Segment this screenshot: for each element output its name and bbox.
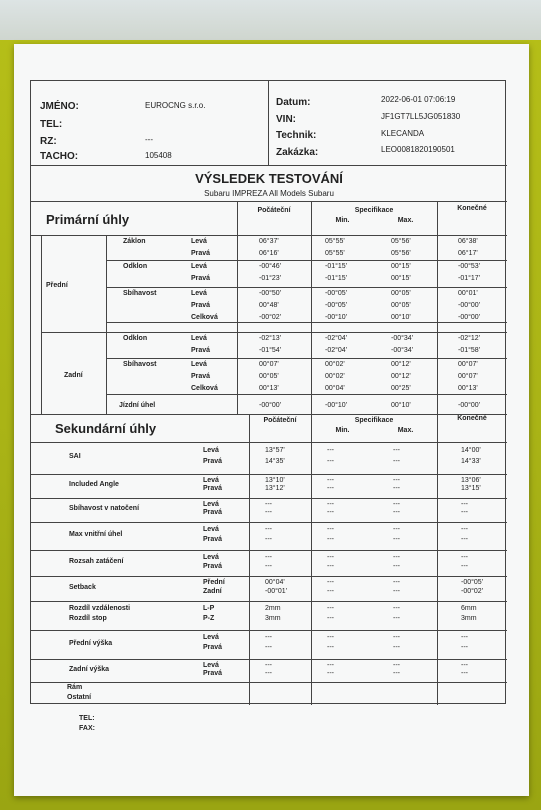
date-value: 2022-06-01 07:06:19 bbox=[381, 95, 456, 104]
row-side-label: Pravá bbox=[191, 373, 211, 380]
f-value-2: --- bbox=[461, 562, 468, 570]
report-title: VÝSLEDEK TESTOVÁNÍ bbox=[195, 171, 343, 186]
initial-value: -01°54' bbox=[259, 347, 282, 354]
col-spec-2: Specifikace bbox=[354, 417, 394, 424]
i-value-1: --- bbox=[265, 634, 272, 642]
mx-value-1: --- bbox=[393, 634, 400, 642]
final-value: -00°53' bbox=[458, 263, 481, 270]
f-value-1: --- bbox=[461, 634, 468, 642]
mx-value-2: --- bbox=[393, 615, 400, 623]
spec-max-value: 00°25' bbox=[391, 385, 411, 392]
tel-label: TEL: bbox=[40, 119, 63, 130]
i-value-2: 13°12' bbox=[265, 485, 285, 493]
mx-value-1: --- bbox=[393, 447, 400, 454]
i-value-2: 14°35' bbox=[265, 458, 285, 466]
mn-value-2: --- bbox=[327, 588, 334, 595]
col-max: Max. bbox=[397, 217, 414, 224]
secondary-row-label: Sbíhavost v natočení bbox=[69, 505, 140, 512]
final-value: 00°07' bbox=[458, 373, 478, 380]
date-label: Datum: bbox=[276, 97, 311, 108]
i-value-2: 3mm bbox=[265, 615, 281, 623]
i-value-1: 00°04' bbox=[265, 579, 285, 587]
spec-max-value: 00°12' bbox=[391, 361, 411, 368]
mn-value-2: --- bbox=[327, 458, 334, 466]
i-value-1: --- bbox=[265, 526, 272, 533]
tacho-label: TACHO: bbox=[40, 151, 79, 162]
col-min-2: Min. bbox=[335, 427, 350, 434]
row-side-label: Levá bbox=[191, 238, 207, 245]
mx-value-1: --- bbox=[393, 661, 400, 669]
mn-value-2: --- bbox=[327, 509, 334, 517]
col-spec: Specifikace bbox=[354, 207, 394, 214]
f-value-1: --- bbox=[461, 661, 468, 669]
row-side-label: Celková bbox=[191, 385, 218, 392]
mn-value-1: --- bbox=[327, 661, 334, 669]
mx-value-1: --- bbox=[393, 477, 400, 484]
row-group-label: Sbíhavost bbox=[123, 361, 157, 368]
divider bbox=[31, 498, 507, 499]
divider bbox=[31, 550, 507, 551]
f-value-2: --- bbox=[461, 509, 468, 517]
spec-max-value: 05°56' bbox=[391, 238, 411, 245]
mn-value-2: --- bbox=[327, 485, 334, 493]
final-value: -01°58' bbox=[458, 347, 481, 354]
mx-value-1: --- bbox=[393, 526, 400, 533]
divider bbox=[31, 659, 507, 660]
mn-value-1: --- bbox=[327, 477, 334, 484]
front-axle-label: Přední bbox=[46, 282, 68, 289]
f-value-2: 14°33' bbox=[461, 458, 481, 466]
f-value-2: --- bbox=[461, 644, 468, 652]
f-value-2: --- bbox=[461, 669, 468, 677]
col-max-2: Max. bbox=[397, 427, 414, 434]
spec-min-value: 05°55' bbox=[325, 238, 345, 245]
mn-value-1: --- bbox=[327, 447, 334, 454]
f-value-2: --- bbox=[461, 535, 468, 543]
mn-value-1: --- bbox=[327, 634, 334, 642]
side-label-1: L-P bbox=[203, 605, 215, 613]
initial-value: -01°23' bbox=[259, 275, 282, 282]
row-side-label: Celková bbox=[191, 314, 218, 321]
side-label-1: Přední bbox=[203, 579, 225, 587]
spec-max-value: -00°34' bbox=[391, 347, 414, 354]
divider bbox=[106, 358, 507, 359]
footer-tel: TEL: bbox=[79, 715, 95, 722]
initial-value: -02°13' bbox=[259, 335, 282, 342]
final-value: -00°00' bbox=[458, 314, 481, 321]
spec-min-value: -00°05' bbox=[325, 302, 348, 309]
secondary-row-label: Max vnitřní úhel bbox=[69, 531, 123, 538]
row-side-label: Levá bbox=[191, 361, 207, 368]
row-side-label: Levá bbox=[191, 335, 207, 342]
divider bbox=[31, 474, 507, 475]
vin-label: VIN: bbox=[276, 114, 296, 125]
side-label-1: Levá bbox=[203, 447, 219, 454]
i-value-1: --- bbox=[265, 553, 272, 561]
final-value: 06°17' bbox=[458, 250, 478, 257]
side-label-2: Pravá bbox=[203, 458, 223, 466]
secondary-row-label: Rozsah zatáčení bbox=[69, 558, 124, 565]
f-value-1: 13°06' bbox=[461, 477, 481, 484]
final-value: -01°17' bbox=[458, 275, 481, 282]
i-value-1: 13°57' bbox=[265, 447, 285, 454]
primary-angles-heading: Primární úhly bbox=[46, 212, 130, 227]
spec-min-value: -01°15' bbox=[325, 263, 348, 270]
mx-value-1: --- bbox=[393, 605, 400, 613]
divider bbox=[106, 287, 507, 288]
col-final: Konečné bbox=[457, 205, 487, 212]
footer-fax: FAX: bbox=[79, 725, 95, 732]
i-value-2: --- bbox=[265, 669, 272, 677]
col-initial: Počáteční bbox=[257, 207, 291, 214]
spec-min-value: 05°55' bbox=[325, 250, 345, 257]
row-side-label: Levá bbox=[191, 263, 207, 270]
row-side-label: Pravá bbox=[191, 275, 211, 282]
mn-value-2: --- bbox=[327, 615, 334, 623]
side-label-1: Levá bbox=[203, 661, 219, 669]
f-value-1: --- bbox=[461, 501, 468, 508]
col-initial-2: Počáteční bbox=[263, 417, 297, 424]
final-value: -02°12' bbox=[458, 335, 481, 342]
secondary-row-label: Included Angle bbox=[69, 481, 119, 488]
secondary-row-label: Setback bbox=[69, 583, 96, 591]
divider bbox=[31, 682, 507, 683]
divider bbox=[106, 322, 507, 323]
col-final-2: Konečné bbox=[457, 415, 487, 422]
initial-value: -00°50' bbox=[259, 290, 282, 297]
divider bbox=[106, 394, 507, 395]
f-value-1: -00°05' bbox=[461, 579, 484, 587]
mx-value-2: --- bbox=[393, 485, 400, 493]
mn-value-2: --- bbox=[327, 669, 334, 677]
mx-value-1: --- bbox=[393, 579, 400, 587]
secondary-row-label: Přední výška bbox=[69, 639, 113, 647]
side-label-1: Levá bbox=[203, 477, 219, 484]
side-label-2: Pravá bbox=[203, 644, 223, 652]
rz-value: --- bbox=[145, 135, 153, 144]
mn-value-1: --- bbox=[327, 526, 334, 533]
rz-label: RZ: bbox=[40, 136, 57, 147]
col-min: Min. bbox=[335, 217, 350, 224]
side-label-1: Levá bbox=[203, 501, 219, 508]
spec-min-value: -01°15' bbox=[325, 275, 348, 282]
spec-min-value: -02°04' bbox=[325, 347, 348, 354]
vehicle-subtitle: Subaru IMPREZA All Models Subaru bbox=[204, 189, 334, 198]
side-label-1: Levá bbox=[203, 526, 219, 533]
side-label-2: Pravá bbox=[203, 669, 223, 677]
final-value: 00°01' bbox=[458, 290, 478, 297]
spec-max-value: 00°12' bbox=[391, 373, 411, 380]
side-label-2: Pravá bbox=[203, 485, 223, 493]
order-label: Zakázka: bbox=[276, 147, 319, 158]
mx-value-2: --- bbox=[393, 588, 400, 595]
row-side-label: Pravá bbox=[191, 302, 211, 309]
row-group-label: Jízdní úhel bbox=[119, 402, 156, 409]
technician-value: KLECANDA bbox=[381, 129, 425, 138]
other-label: Ostatní bbox=[67, 694, 92, 701]
name-value: EUROCNG s.r.o. bbox=[145, 101, 206, 110]
f-value-1: 6mm bbox=[461, 605, 477, 613]
side-label-1: Levá bbox=[203, 553, 219, 561]
f-value-2: 3mm bbox=[461, 615, 477, 623]
final-value: 00°13' bbox=[458, 385, 478, 392]
f-value-1: --- bbox=[461, 553, 468, 561]
row-side-label: Pravá bbox=[191, 347, 211, 354]
i-value-1: 13°10' bbox=[265, 477, 285, 484]
side-label-2: Zadní bbox=[203, 588, 222, 595]
i-value-2: -00°01' bbox=[265, 588, 288, 595]
background-wall bbox=[0, 0, 541, 40]
initial-value: 00°48' bbox=[259, 302, 279, 309]
mx-value-2: --- bbox=[393, 458, 400, 466]
final-value: -00°00' bbox=[458, 302, 481, 309]
secondary-row-label: Rozdíl vzdálenosti bbox=[69, 605, 131, 613]
spec-min-value: -02°04' bbox=[325, 335, 348, 342]
i-value-2: --- bbox=[265, 562, 272, 570]
secondary-row-label: Zadní výška bbox=[69, 665, 110, 673]
final-value: 00°07' bbox=[458, 361, 478, 368]
spec-max-value: -00°34' bbox=[391, 335, 414, 342]
mx-value-2: --- bbox=[393, 669, 400, 677]
mx-value-2: --- bbox=[393, 562, 400, 570]
row-group-label: Odklon bbox=[123, 335, 148, 342]
row-side-label: Levá bbox=[191, 290, 207, 297]
mx-value-1: --- bbox=[393, 553, 400, 561]
f-value-1: --- bbox=[461, 526, 468, 533]
spec-min-value: -00°10' bbox=[325, 402, 348, 409]
row-group-label: Sbíhavost bbox=[123, 290, 157, 297]
mn-value-2: --- bbox=[327, 562, 334, 570]
initial-value: 06°37' bbox=[259, 238, 279, 245]
spec-min-value: -00°10' bbox=[325, 314, 348, 321]
f-value-2: 13°15' bbox=[461, 485, 481, 493]
final-value: -00°00' bbox=[458, 402, 481, 409]
initial-value: 00°13' bbox=[259, 385, 279, 392]
side-label-2: Pravá bbox=[203, 535, 223, 543]
mn-value-2: --- bbox=[327, 644, 334, 652]
i-value-1: --- bbox=[265, 501, 272, 508]
secondary-row-label-2: Rozdíl stop bbox=[69, 615, 107, 623]
final-value: 06°38' bbox=[458, 238, 478, 245]
spec-max-value: 00°05' bbox=[391, 302, 411, 309]
mx-value-2: --- bbox=[393, 509, 400, 517]
mn-value-1: --- bbox=[327, 553, 334, 561]
spec-max-value: 00°15' bbox=[391, 263, 411, 270]
secondary-row-label: SAI bbox=[69, 453, 81, 460]
rear-axle-label: Zadní bbox=[64, 372, 83, 379]
row-group-label: Záklon bbox=[123, 238, 146, 245]
i-value-1: --- bbox=[265, 661, 272, 669]
initial-value: -00°46' bbox=[259, 263, 282, 270]
i-value-2: --- bbox=[265, 535, 272, 543]
side-label-2: Pravá bbox=[203, 562, 223, 570]
divider bbox=[106, 260, 507, 261]
technician-label: Technik: bbox=[276, 130, 317, 141]
mn-value-2: --- bbox=[327, 535, 334, 543]
test-report-table bbox=[30, 80, 506, 704]
f-value-2: -00°02' bbox=[461, 588, 484, 595]
mx-value-2: --- bbox=[393, 535, 400, 543]
divider bbox=[31, 576, 507, 577]
initial-value: -00°02' bbox=[259, 314, 282, 321]
spec-max-value: 00°15' bbox=[391, 275, 411, 282]
initial-value: 00°07' bbox=[259, 361, 279, 368]
frame-label: Rám bbox=[67, 684, 83, 691]
side-label-2: P-Z bbox=[203, 615, 215, 623]
spec-max-value: 05°56' bbox=[391, 250, 411, 257]
spec-max-value: 00°10' bbox=[391, 402, 411, 409]
mn-value-1: --- bbox=[327, 605, 334, 613]
divider bbox=[31, 630, 507, 631]
mx-value-1: --- bbox=[393, 501, 400, 508]
vin-value: JF1GT7LL5JG051830 bbox=[381, 112, 461, 121]
order-value: LEO0081820190501 bbox=[381, 145, 455, 154]
mn-value-1: --- bbox=[327, 579, 334, 587]
spec-max-value: 00°05' bbox=[391, 290, 411, 297]
spec-min-value: -00°05' bbox=[325, 290, 348, 297]
side-label-2: Pravá bbox=[203, 509, 223, 517]
i-value-2: --- bbox=[265, 509, 272, 517]
initial-value: 00°05' bbox=[259, 373, 279, 380]
row-group-label: Odklon bbox=[123, 263, 148, 270]
initial-value: -00°00' bbox=[259, 402, 282, 409]
tacho-value: 105408 bbox=[145, 151, 172, 160]
spec-min-value: 00°02' bbox=[325, 373, 345, 380]
divider bbox=[31, 601, 507, 602]
divider bbox=[31, 522, 507, 523]
i-value-2: --- bbox=[265, 644, 272, 652]
secondary-angles-heading: Sekundární úhly bbox=[55, 421, 157, 436]
spec-max-value: 00°10' bbox=[391, 314, 411, 321]
row-side-label: Pravá bbox=[191, 250, 211, 257]
name-label: JMÉNO: bbox=[40, 101, 79, 112]
initial-value: 06°16' bbox=[259, 250, 279, 257]
mn-value-1: --- bbox=[327, 501, 334, 508]
i-value-1: 2mm bbox=[265, 605, 281, 613]
spec-min-value: 00°02' bbox=[325, 361, 345, 368]
mx-value-2: --- bbox=[393, 644, 400, 652]
side-label-1: Levá bbox=[203, 634, 219, 642]
spec-min-value: 00°04' bbox=[325, 385, 345, 392]
f-value-1: 14°00' bbox=[461, 447, 481, 454]
